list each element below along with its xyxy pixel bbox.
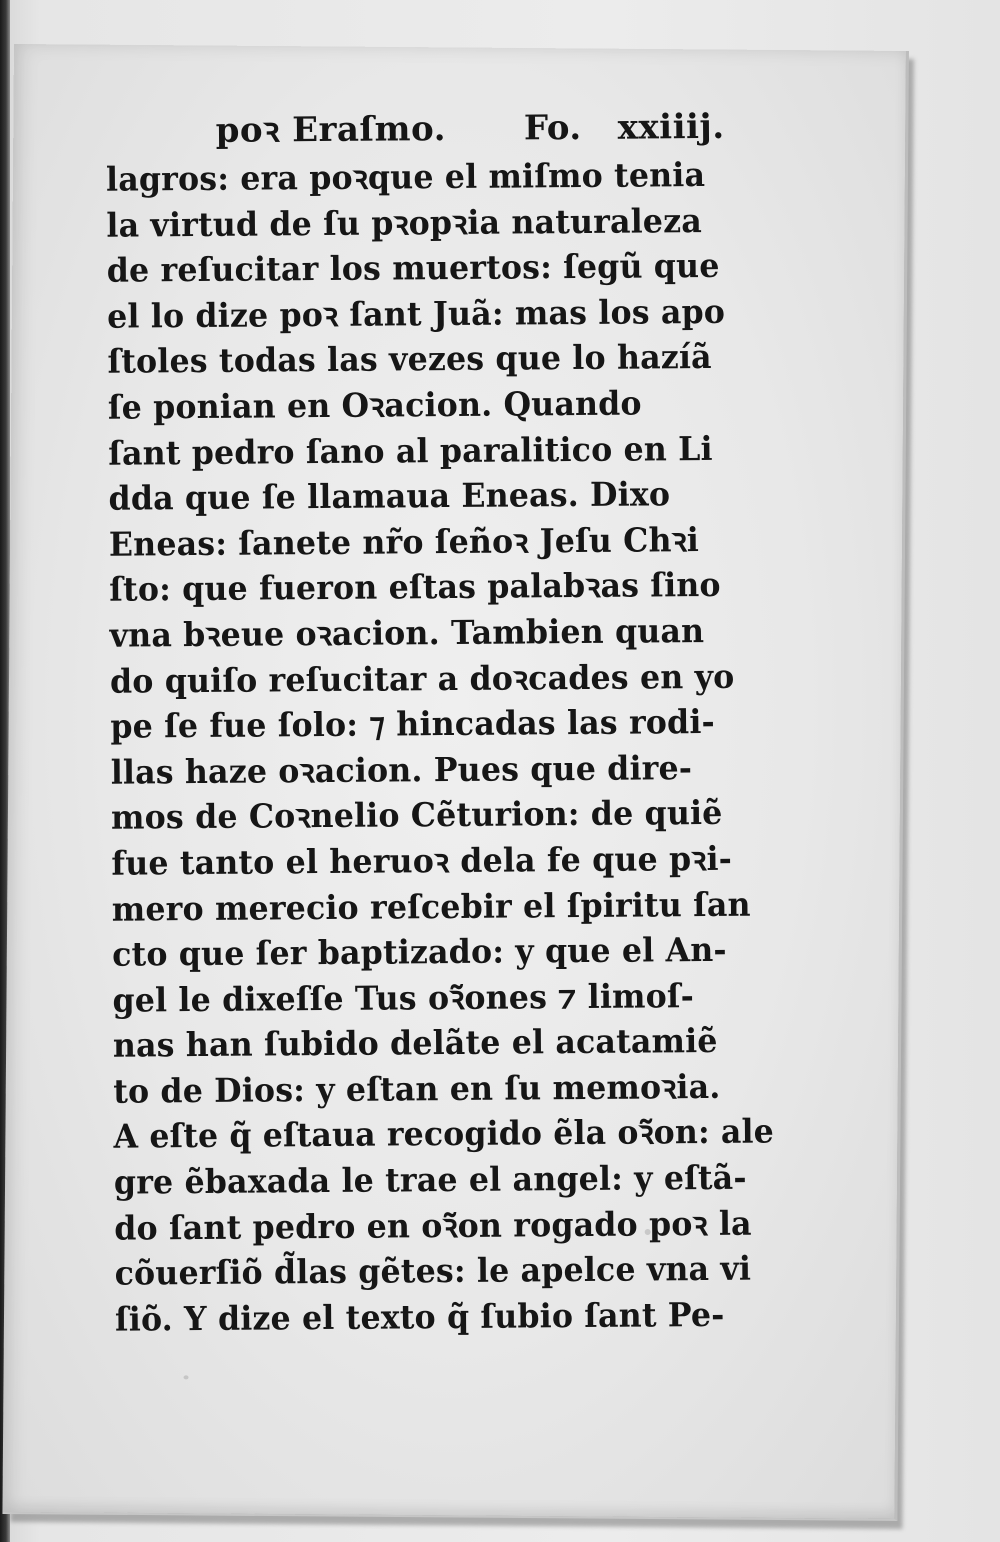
text-line: dda que ſe llamaua Eneas. Dixo bbox=[108, 474, 671, 518]
text-line: gel le dixeſſe Tus oꝛ̃ones ⁊ limoſ- bbox=[112, 975, 695, 1020]
text-line: do quiſo reſucitar a doꝛcades en yo bbox=[109, 656, 735, 701]
ink-spot bbox=[184, 1375, 189, 1379]
text-line: do ſant pedro en oꝛ̃on rogado poꝛ la bbox=[114, 1203, 752, 1248]
text-line: vna bꝛeue oꝛacion. Tambien quan bbox=[109, 610, 705, 655]
text-line: fue tanto el heruoꝛ dela fe que pꝛi- bbox=[111, 838, 733, 883]
text-line: ſant pedro ſano al paralitico en Li bbox=[108, 428, 713, 473]
text-line: el lo dize poꝛ ſant Juã: mas los apo bbox=[107, 291, 726, 336]
text-block bbox=[106, 101, 806, 1342]
text-line: mos de Coꝛnelio Cẽturion: de quiẽ bbox=[110, 793, 723, 838]
folio-label: Fo. bbox=[523, 107, 582, 149]
text-line: Eneas: ſanete nr̃o ſeñoꝛ Jeſu Chꝛi bbox=[108, 519, 700, 564]
text-line: mero merecio reſcebir el ſpiritu ſan bbox=[111, 884, 751, 929]
text-line: nas han ſubido delãte el acatamiẽ bbox=[112, 1021, 718, 1065]
text-line: de reſucitar los muertos: ſegũ que bbox=[106, 246, 720, 290]
text-line: ſto: que fueron eſtas palabꝛas ſino bbox=[109, 565, 721, 610]
text-line: llas haze oꝛacion. Pues que dire- bbox=[110, 747, 693, 792]
text-line: A eſte q̃ eſtaua recogido ẽla oꝛ̃on: ale bbox=[113, 1111, 775, 1157]
text-line: ſe ponian en Oꝛacion. Quando bbox=[107, 383, 642, 427]
running-head-title: poꝛ Eraſmo. bbox=[215, 109, 447, 151]
running-head bbox=[106, 101, 796, 150]
book-page bbox=[2, 44, 909, 1521]
text-line: lagros: era poꝛque el miſmo tenia bbox=[105, 155, 706, 199]
text-line: ſiõ. Y dize el texto q̃ ſubio ſant Pe- bbox=[114, 1294, 725, 1339]
text-line: cto que ſer baptizado: y que el An- bbox=[112, 929, 727, 974]
text-line: la virtud de ſu pꝛopꝛia naturaleza bbox=[106, 200, 703, 245]
folio-number: xxiiij. bbox=[617, 106, 725, 148]
text-line: pe ſe fue ſolo: ⁊ hincadas las rodi- bbox=[110, 702, 715, 746]
text-line: ſtoles todas las vezes que lo hazíã bbox=[107, 337, 712, 382]
text-line: cõuerſiõ d̃las gẽtes: le apelce vna vi bbox=[114, 1248, 752, 1293]
text-line: to de Dios: y eſtan en ſu memoꝛia. bbox=[113, 1066, 721, 1111]
text-line: gre ẽbaxada le trae el angel: y eſtã- bbox=[113, 1157, 747, 1202]
